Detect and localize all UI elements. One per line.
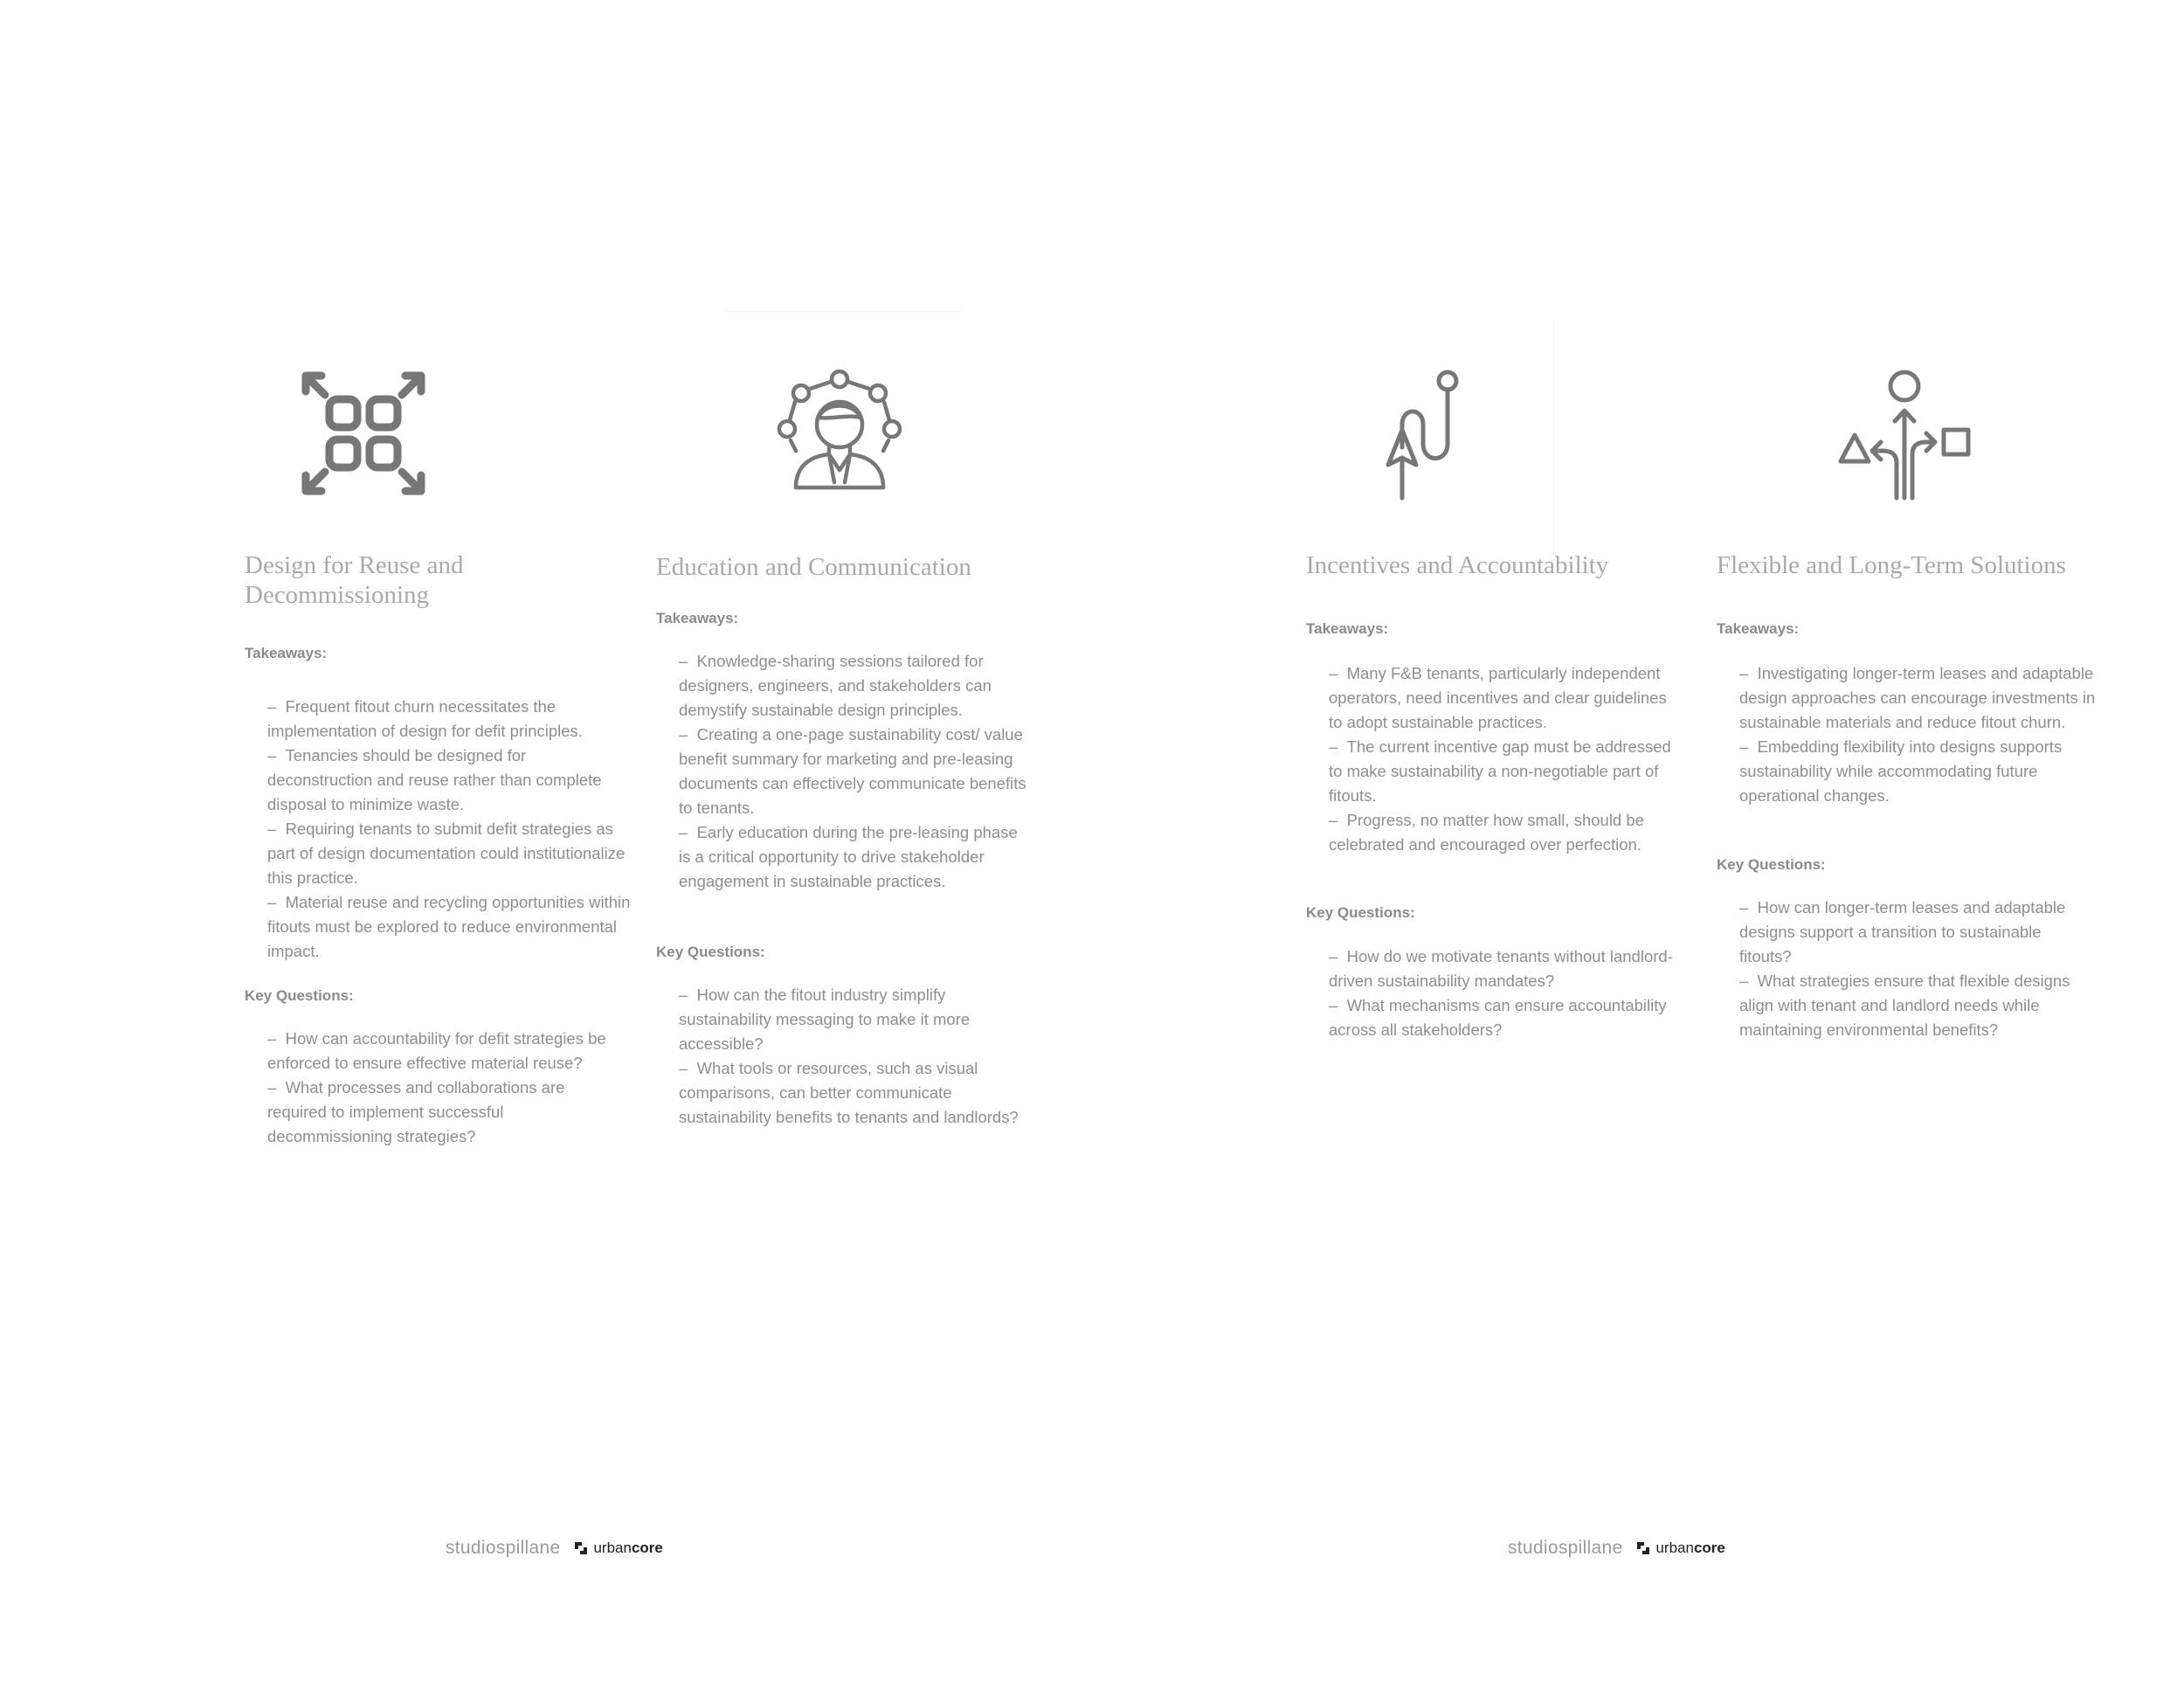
list-item: – What mechanisms can ensure accountability across all stakeholders? [1329, 993, 1678, 1042]
urbancore-text-a: urban [593, 1539, 632, 1556]
footer-left [446, 1538, 663, 1559]
decision-arrows-icon [1830, 367, 1987, 529]
list-item: – How do we motivate tenants without landlord-driven sustainability mandates? [1329, 944, 1678, 993]
takeaways-heading: Takeaways: [656, 610, 739, 626]
section-title: Flexible and Long-Term Solutions [1717, 551, 2066, 579]
list-item: – How can accountability for defit strategies be enforced to ensure effective material reuse? [267, 1027, 625, 1076]
list-item: – The current incentive gap must be addressed to make sustainability a non-negotiable part of fitouts. [1329, 735, 1678, 808]
takeaways-heading: Takeaways: [1717, 620, 1800, 637]
route-pin-icon [1376, 367, 1463, 511]
list-item: – Creating a one-page sustainability cost/ value benefit summary for marketing and pre-leasing documents can effectively communicate benefits to tenants. [679, 723, 1028, 820]
takeaways-list [1306, 661, 1678, 857]
list-item: – Requiring tenants to submit defit strategies as part of design documentation could institutionalize this practice. [267, 817, 634, 890]
urbancore-text-a: urban [1655, 1539, 1694, 1556]
list-item: – Material reuse and recycling opportunities within fitouts must be explored to reduce environmental impact. [267, 890, 634, 964]
list-item: – Embedding flexibility into designs supports sustainability while accommodating future operational changes. [1739, 735, 2098, 808]
urbancore-logo [572, 1539, 662, 1557]
list-item: – Progress, no matter how small, should be celebrated and encouraged over perfection. [1329, 808, 1678, 857]
key-questions-heading: Key Questions: [1717, 856, 1826, 873]
list-item: – What processes and collaborations are required to implement successful decommissioning strategies? [267, 1076, 625, 1149]
questions-list [1717, 896, 2098, 1042]
urbancore-mark-icon [572, 1539, 590, 1557]
questions-list [245, 1027, 625, 1149]
urbancore-mark-icon [1635, 1539, 1652, 1557]
key-questions-heading: Key Questions: [1306, 904, 1415, 921]
questions-list [1306, 944, 1678, 1042]
takeaways-heading: Takeaways: [1306, 620, 1389, 637]
list-item: – What tools or resources, such as visual comparisons, can better communicate sustainability benefits to tenants and landlords? [679, 1056, 1024, 1130]
divider-top [725, 311, 961, 312]
list-item: – How can the fitout industry simplify sustainability messaging to make it more accessible? [679, 983, 1024, 1056]
takeaways-heading: Takeaways: [245, 645, 328, 661]
urbancore-logo [1635, 1539, 1724, 1557]
takeaways-list [1717, 661, 2098, 808]
key-questions-heading: Key Questions: [245, 987, 354, 1004]
list-item: – Frequent fitout churn necessitates the implementation of design for defit principles. [267, 695, 634, 744]
list-item: – Early education during the pre-leasing phase is a critical opportunity to drive stakeholder engagement in sustainable practices. [679, 820, 1028, 894]
list-item: – What strategies ensure that flexible designs align with tenant and landlord needs while maintaining environmental benefits? [1739, 969, 2098, 1042]
section-title: Design for Reuse and Decommissioning [245, 551, 464, 609]
studio-logo-text: studiospillane [446, 1538, 561, 1558]
urbancore-text-b: core [1693, 1539, 1725, 1556]
takeaways-list [656, 649, 1028, 894]
key-questions-heading: Key Questions: [656, 944, 765, 960]
footer-right [1508, 1538, 1725, 1559]
list-item: – Tenancies should be designed for deconstruction and reuse rather than complete disposal to minimize waste. [267, 744, 634, 817]
questions-list [656, 983, 1024, 1130]
list-item: – Investigating longer-term leases and adaptable design approaches can encourage investments in sustainable materials and reduce fitout churn. [1739, 661, 2098, 735]
person-network-icon [777, 367, 902, 497]
list-item: – Many F&B tenants, particularly independent operators, need incentives and clear guidelines to adopt sustainable practices. [1329, 661, 1678, 735]
list-item: – Knowledge-sharing sessions tailored for designers, engineers, and stakeholders can demystify sustainable design principles. [679, 649, 1028, 723]
studio-logo-text: studiospillane [1508, 1538, 1623, 1558]
divider-vertical [1553, 320, 1554, 556]
section-title: Incentives and Accountability [1306, 551, 1609, 579]
urbancore-text-b: core [631, 1539, 663, 1556]
list-item: – How can longer-term leases and adaptable designs support a transition to sustainable fitouts? [1739, 896, 2098, 969]
takeaways-list [245, 695, 634, 964]
expand-modules-icon [299, 369, 430, 504]
section-title: Education and Communication [656, 553, 971, 581]
